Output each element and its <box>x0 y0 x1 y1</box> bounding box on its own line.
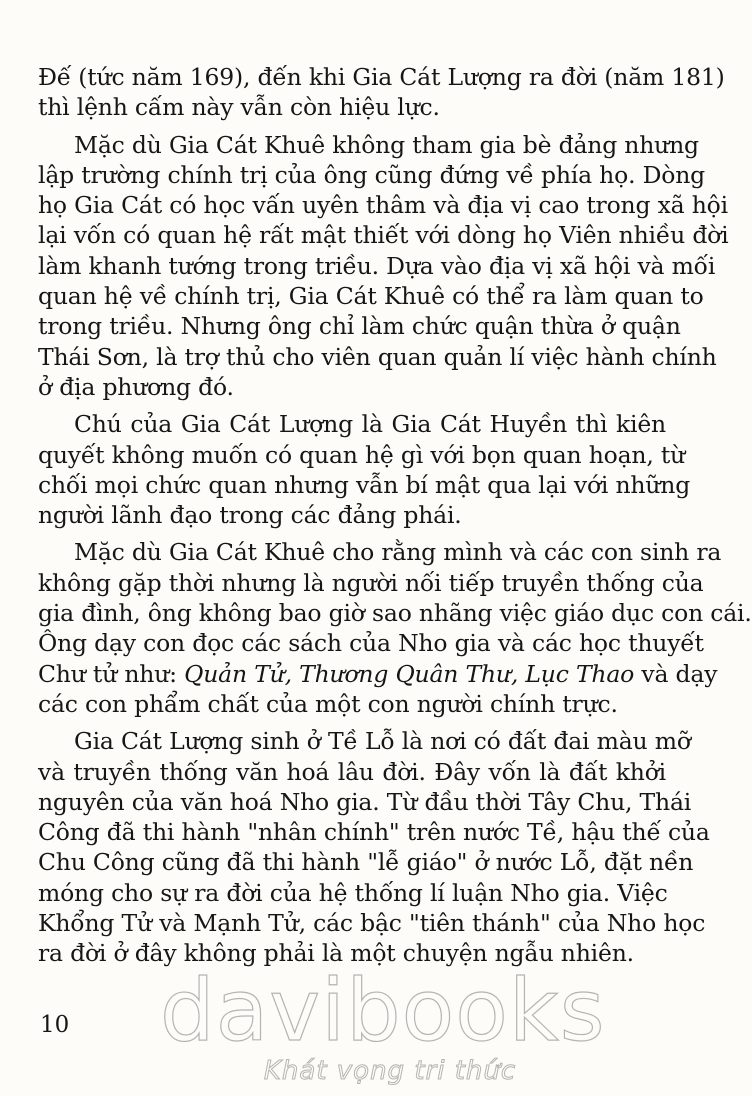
text-line: gia đình, ông không bao giờ sao nhãng việc giáo dục con cái. <box>38 599 752 628</box>
text-line: ra đời ở đây không phải là một chuyện ngẫu nhiên. <box>38 939 634 968</box>
text-line: Mặc dù Gia Cát Khuê không tham gia bè đảng nhưng <box>74 130 699 159</box>
text-line: thì lệnh cấm này vẫn còn hiệu lực. <box>38 93 440 122</box>
book-titles-italic: Quản Tử, Thương Quân Thư, Lục Thao <box>184 659 635 688</box>
text-line: quan hệ về chính trị, Gia Cát Khuê có thể ra làm quan to <box>38 282 704 311</box>
watermark-tagline: Khát vọng tri thức <box>263 1056 517 1086</box>
text-line: nguyên của văn hoá Nho gia. Từ đầu thời Tây Chu, Thái <box>38 787 692 816</box>
watermark-brand: davibooks <box>160 961 606 1061</box>
text-line: họ Gia Cát có học vấn uyên thâm và địa vị cao trong xã hội <box>38 191 728 220</box>
page-body <box>38 62 752 969</box>
text-line: làm khanh tướng trong triều. Dựa vào địa vị xã hội và mối <box>38 251 716 280</box>
text-line: Công đã thi hành "nhân chính" trên nước Tề, hậu thế của <box>38 818 710 847</box>
text-fragment: và dạy <box>634 659 718 688</box>
text-line: chối mọi chức quan nhưng vẫn bí mật qua lại với những <box>38 470 691 499</box>
text-fragment: Chư tử như: <box>38 659 185 688</box>
text-line: Đế (tức năm 169), đến khi Gia Cát Lượng ra đời (năm 181) <box>38 63 725 91</box>
text-line: Khổng Tử và Mạnh Tử, các bậc "tiên thánh" của Nho học <box>38 909 706 938</box>
page-number: 10 <box>40 1012 70 1038</box>
text-line: Gia Cát Lượng sinh ở Tề Lỗ là nơi có đất đai màu mỡ <box>74 727 691 756</box>
text-line: Mặc dù Gia Cát Khuê cho rằng mình và các con sinh ra <box>74 538 722 567</box>
text-line: lại vốn có quan hệ rất mật thiết với dòng họ Viên nhiều đời <box>38 221 729 250</box>
text-line: Chú của Gia Cát Lượng là Gia Cát Huyền thì kiên <box>74 410 666 439</box>
text-line: không gặp thời nhưng là người nối tiếp truyền thống của <box>38 568 704 597</box>
text-line: ở địa phương đó. <box>38 372 234 401</box>
text-line: Thái Sơn, là trợ thủ cho viên quan quản lí việc hành chính <box>38 342 717 371</box>
text-line: các con phẩm chất của một con người chính trực. <box>38 689 618 718</box>
text-line: trong triều. Nhưng ông chỉ làm chức quận thừa ở quận <box>38 312 681 341</box>
text-line: Ông dạy con đọc các sách của Nho gia và các học thuyết <box>38 629 704 658</box>
text-line: người lãnh đạo trong các đảng phái. <box>38 501 462 530</box>
watermark <box>160 961 606 1086</box>
text-line: lập trường chính trị của ông cũng đứng về phía họ. Dòng <box>38 160 705 189</box>
text-line: quyết không muốn có quan hệ gì với bọn quan hoạn, từ <box>38 440 686 469</box>
text-line-mixed <box>38 659 718 689</box>
text-line: Chu Công cũng đã thi hành "lễ giáo" ở nước Lỗ, đặt nền <box>38 848 694 877</box>
text-line: và truyền thống văn hoá lâu đời. Đây vốn là đất khởi <box>38 757 666 786</box>
text-line: móng cho sự ra đời của hệ thống lí luận Nho gia. Việc <box>38 878 668 907</box>
